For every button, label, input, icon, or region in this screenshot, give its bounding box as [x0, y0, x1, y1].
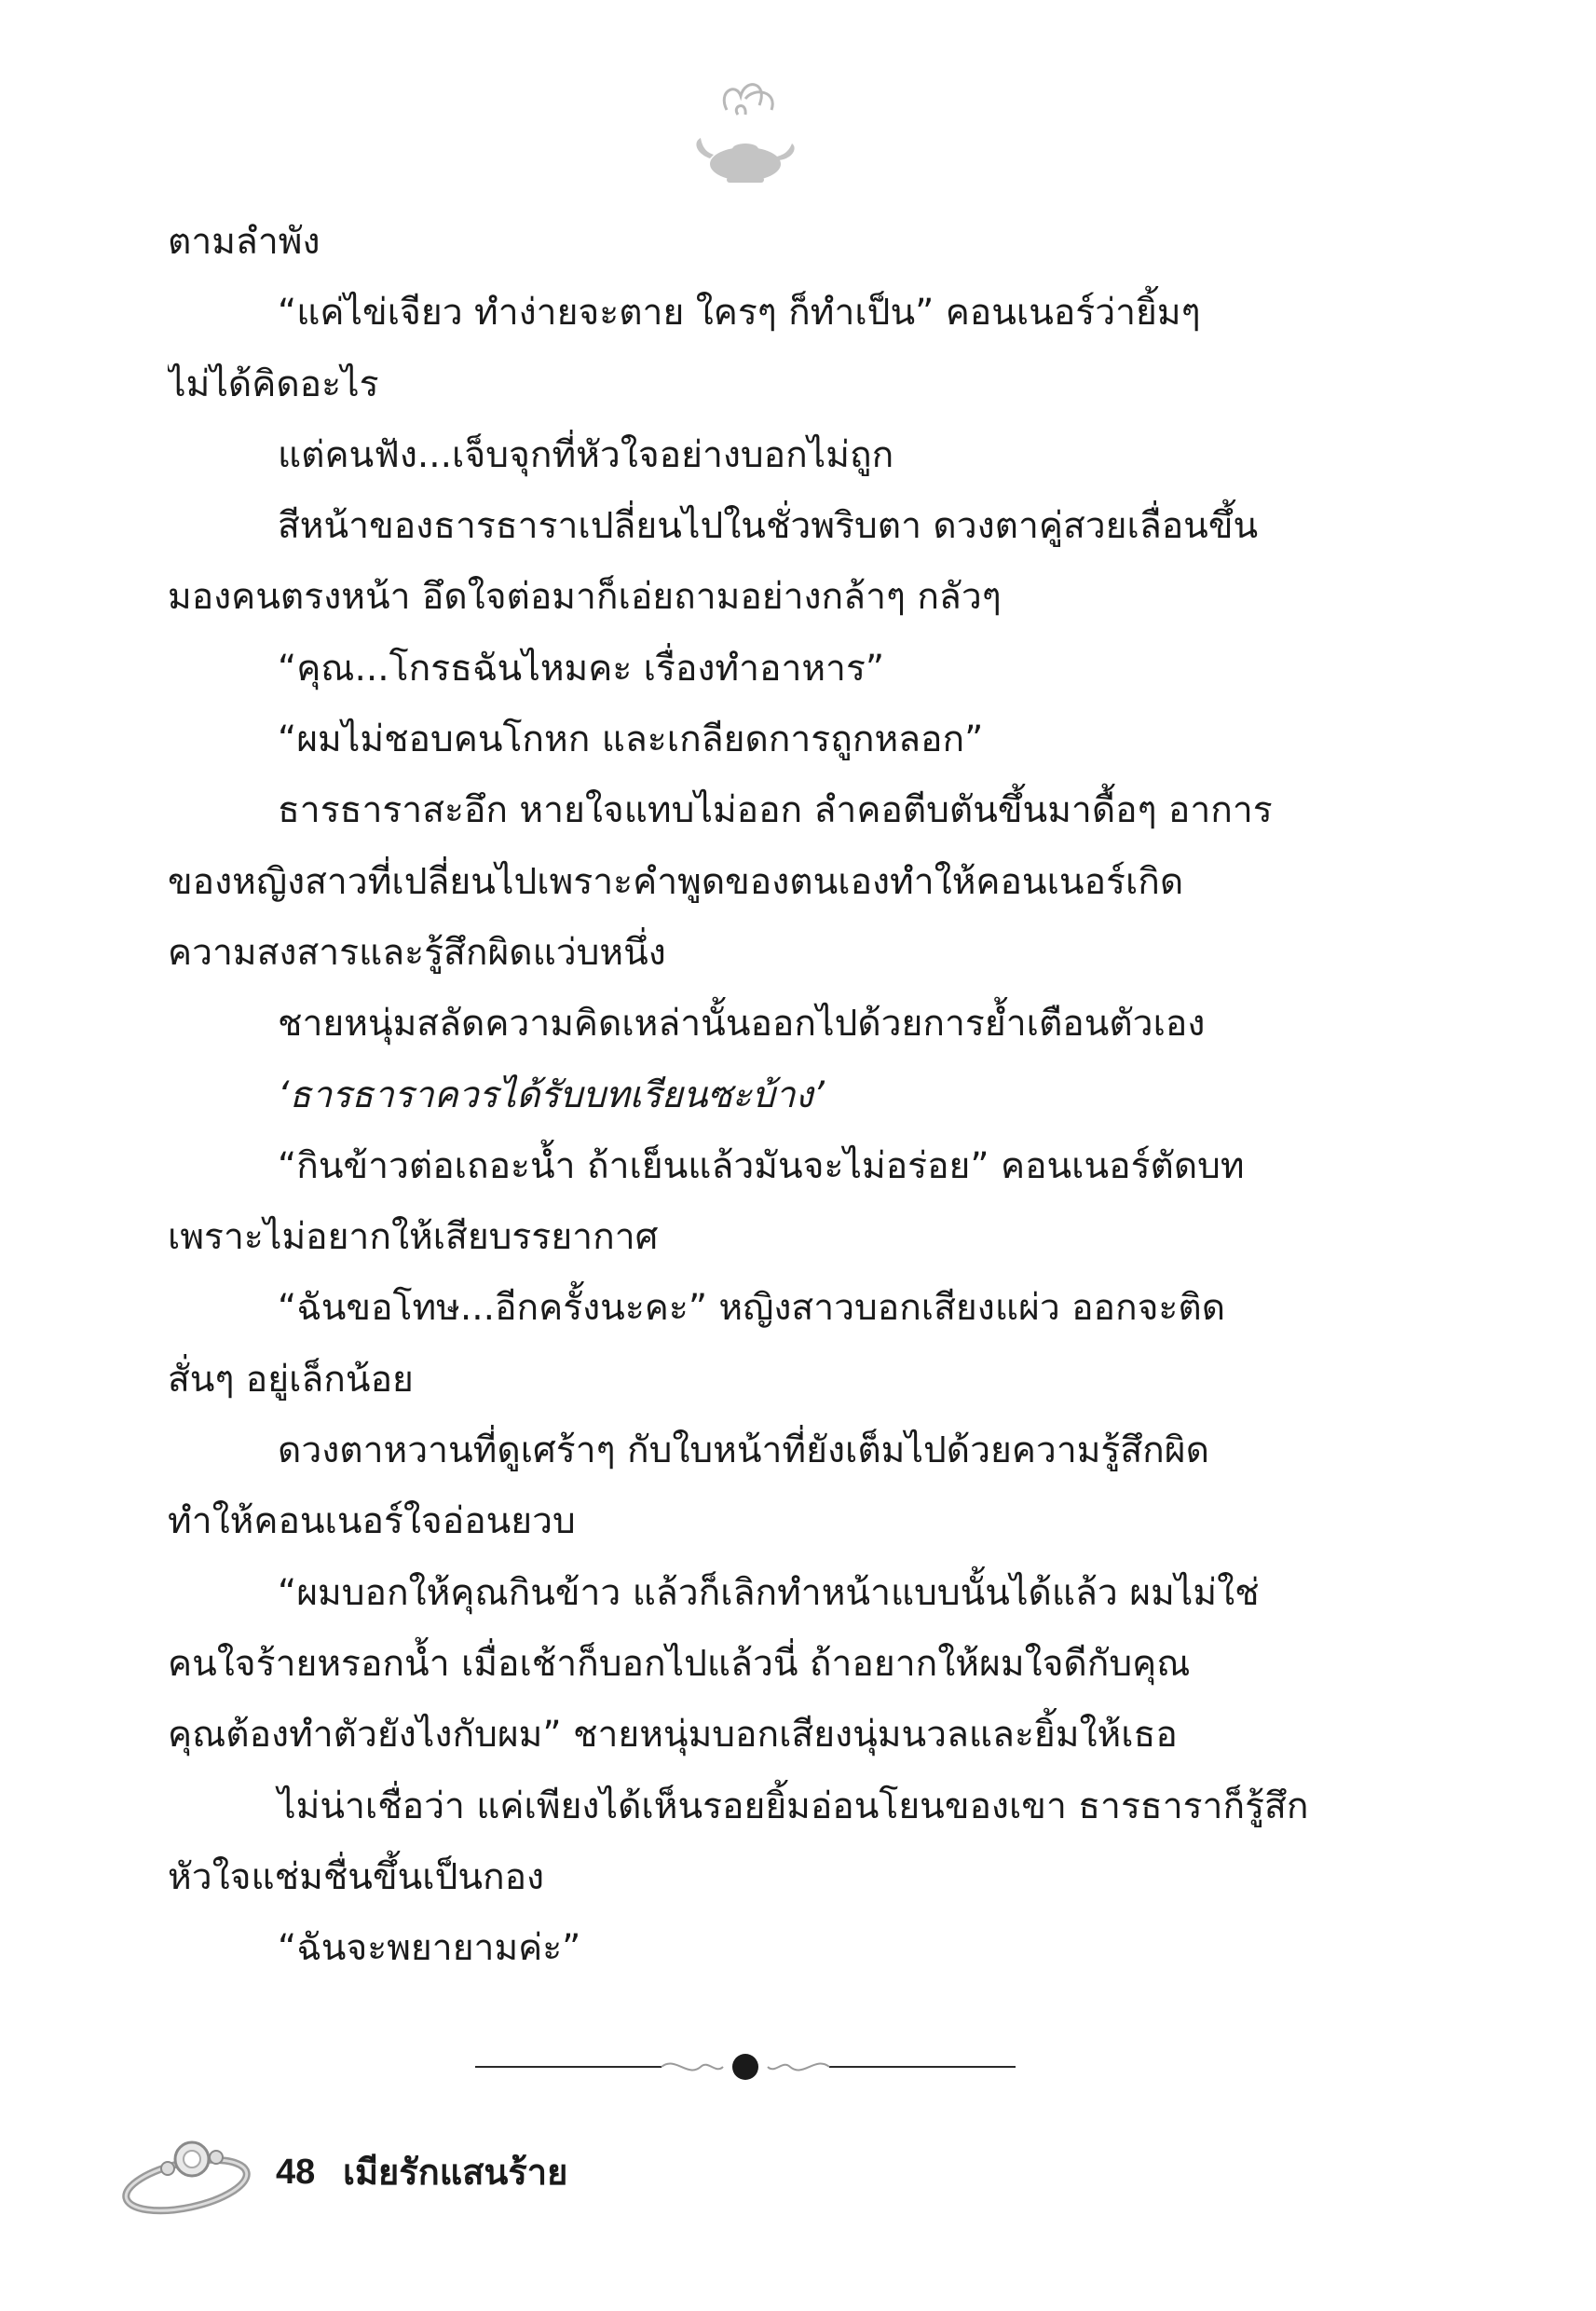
- text-line: ธารธาราสะอึก หายใจแทบไม่ออก ลำคอตีบตันขึ้นมาดื้อๆ อาการ: [278, 789, 1273, 832]
- text-line: สั่นๆ อยู่เล็กน้อย: [168, 1358, 414, 1401]
- text-line: “คุณ...โกรธฉันไหมคะ เรื่องทำอาหาร”: [278, 647, 885, 690]
- text-line: “แค่ไข่เจียว ทำง่ายจะตาย ใครๆ ก็ทำเป็น” คอนเนอร์ว่ายิ้มๆ: [278, 292, 1201, 335]
- text-line: สีหน้าของธารธาราเปลี่ยนไปในชั่วพริบตา ดวงตาคู่สวยเลื่อนขึ้น: [278, 505, 1259, 548]
- text-line: มองคนตรงหน้า อึดใจต่อมาก็เอ่ยถามอย่างกล้าๆ กลัวๆ: [168, 576, 1002, 619]
- teapot-ornament-icon: [689, 73, 801, 194]
- text-line: “ผมบอกให้คุณกินข้าว แล้วก็เลิกทำหน้าแบบนั้นได้แล้ว ผมไม่ใช่: [278, 1571, 1260, 1614]
- page-footer: [110, 2120, 762, 2232]
- text-line: คนใจร้ายหรอกน้ำ เมื่อเช้าก็บอกไปแล้วนี่ ถ้าอยากให้ผมใจดีกับคุณ: [168, 1642, 1191, 1685]
- text-line: ของหญิงสาวที่เปลี่ยนไปเพราะคำพูดของตนเองทำให้คอนเนอร์เกิด: [168, 860, 1184, 903]
- ring-icon: [110, 2120, 259, 2232]
- text-line: “ฉันจะพยายามค่ะ”: [278, 1927, 581, 1970]
- text-line: “กินข้าวต่อเถอะน้ำ ถ้าเย็นแล้วมันจะไม่อร่อย” คอนเนอร์ตัดบท: [278, 1144, 1245, 1187]
- book-title: เมียรักแสนร้าย: [343, 2152, 568, 2193]
- page-number: 48: [276, 2153, 316, 2192]
- text-line: ‘ธารธาราควรได้รับบทเรียนซะบ้าง’: [278, 1073, 825, 1116]
- text-line: แต่คนฟัง...เจ็บจุกที่หัวใจอย่างบอกไม่ถูก: [278, 433, 894, 476]
- text-line: “ผมไม่ชอบคนโกหก และเกลียดการถูกหลอก”: [278, 718, 984, 761]
- text-line: ทำให้คอนเนอร์ใจอ่อนยวบ: [168, 1500, 576, 1543]
- text-line: ชายหนุ่มสลัดความคิดเหล่านั้นออกไปด้วยการย้ำเตือนตัวเอง: [278, 1003, 1206, 1046]
- text-line: ความสงสารและรู้สึกผิดแว่บหนึ่ง: [168, 931, 666, 974]
- text-line: ไม่น่าเชื่อว่า แค่เพียงได้เห็นรอยยิ้มอ่อนโยนของเขา ธารธาราก็รู้สึก: [278, 1785, 1309, 1827]
- text-line: เพราะไม่อยากให้เสียบรรยากาศ: [168, 1216, 659, 1259]
- body-text: [168, 207, 1328, 1984]
- text-line: หัวใจแช่มชื่นขึ้นเป็นกอง: [168, 1855, 545, 1898]
- text-line: ตามลำพัง: [168, 221, 321, 263]
- scroll-divider-icon: [475, 2039, 1016, 2095]
- text-line: คุณต้องทำตัวยังไงกับผม” ชายหนุ่มบอกเสียงนุ่มนวลและยิ้มให้เธอ: [168, 1714, 1178, 1757]
- text-line: ดวงตาหวานที่ดูเศร้าๆ กับใบหน้าที่ยังเต็มไปด้วยความรู้สึกผิด: [278, 1429, 1209, 1472]
- text-line: ไม่ได้คิดอะไร: [168, 362, 379, 405]
- text-line: “ฉันขอโทษ...อีกครั้งนะคะ” หญิงสาวบอกเสียงแผ่ว ออกจะติด: [278, 1287, 1226, 1330]
